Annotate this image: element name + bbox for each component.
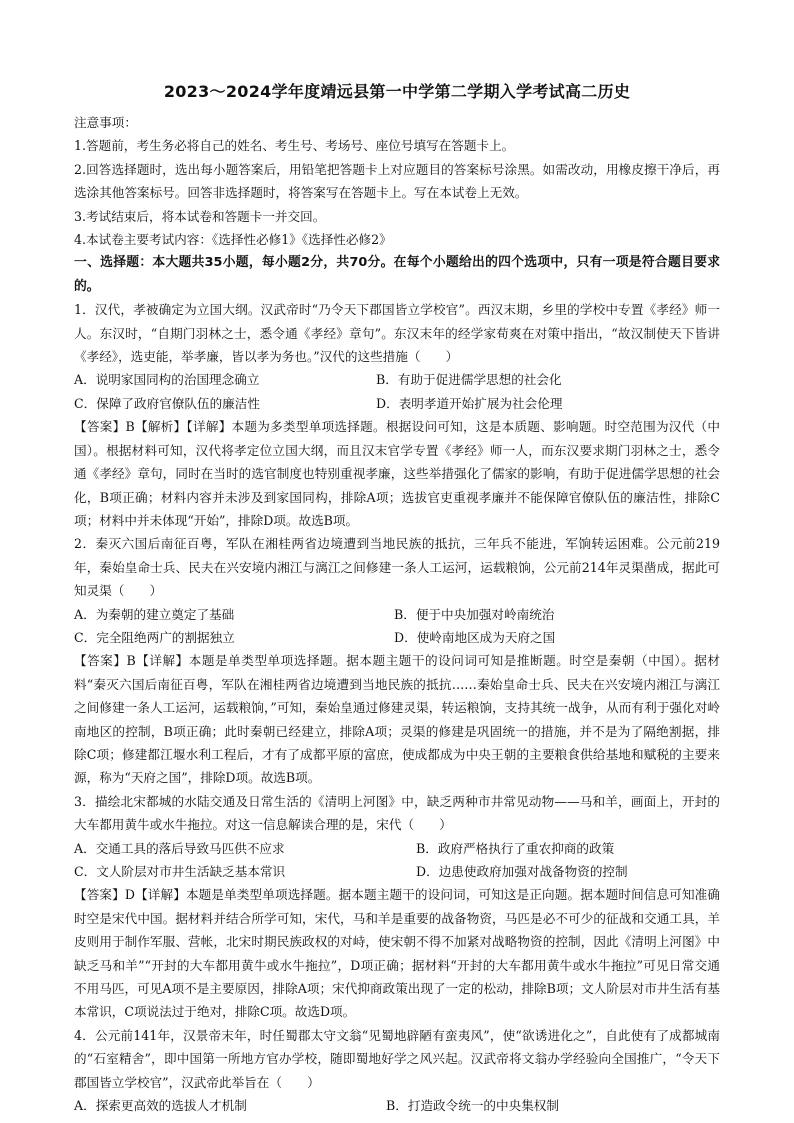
question-2-stem: 2．秦灭六国后南征百粤，军队在湘桂两省边境遭到当地民族的抵抗，三年兵不能进，军饷转运困难。公元前219年，秦始皇命士兵、民夫在兴安境内湘江与漓江之间修建一条人工运河，运载粮饷，公元前214年灵渠凿成，据此可知灵渠（ ）: [74, 536, 720, 599]
notes-header: 注意事项：: [74, 115, 137, 130]
question-4-options: [74, 1094, 720, 1117]
note-item-4: 4.本试卷主要考试内容：《选择性必修1》《选择性必修2》: [74, 232, 392, 248]
question-2-options: [74, 603, 720, 650]
option-a: A．说明家国同构的治国理念确立: [74, 372, 260, 388]
question-3-options: [74, 837, 720, 884]
option-c: C．完全阻绝两广的割据独立: [74, 629, 235, 645]
option-d: D．边患使政府加强对战备物资的控制: [416, 864, 628, 879]
note-item-1: 1.答题前，考生务必将自己的姓名、考生号、考场号、座位号填写在答题卡上。: [74, 138, 515, 154]
question-1-options: [74, 368, 720, 415]
option-a: A．为秦朝的建立奠定了基础: [74, 606, 235, 622]
option-b: B．便于中央加强对岭南统治: [394, 606, 555, 622]
question-3-stem: 3．描绘北宋都城的水陆交通及日常生活的《清明上河图》中，缺乏两种市井常见动物——马和羊，画面上，开封的大车都用黄牛或水牛拖拉。对这一信息解读合理的是，宋代（ ）: [74, 793, 720, 833]
option-c: C．文人阶层对市井生活缺乏基本常识: [74, 864, 286, 879]
question-3-answer: 【答案】D【详解】本题是单类型单项选择题。据本题主题干的设问词，可知这是正向题。据本题时间信息可知准确时空是宋代中国。据材料并结合所学可知，宋代，马和羊是重要的战备物资，马匹是必不可少的征战和交通工具，羊皮则用于制作军服、营帐，北宋时期民族政权的对峙，使宋朝不得不加紧对战略物资的控制，因此《清明上河图》中缺乏马和羊”“开封的大车都用黄牛或水牛拖拉”，D项正确；据材料“开封的大车都用黄牛或水牛拖拉”可见日常交通不用马匹，可见A项不是主要原因，排除A项；宋代抑商政策出现了一定的松动，排除B项；文人阶层对市井生活有基本常识，C项说法过于绝对，排除C项。故选D项。: [74, 887, 720, 1020]
note-item-2: 2.回答选择题时，选出每小题答案后，用铅笔把答题卡上对应题目的答案标号涂黑。如需改动，用橡皮擦干净后，再选涂其他答案标号。回答非选择题时，将答案写在答题卡上。写在本试卷上无效。: [74, 161, 720, 201]
option-b: B．有助于促进儒学思想的社会化: [376, 372, 562, 388]
question-4-stem: 4．公元前141年，汉景帝末年，时任蜀郡太守文翁“见蜀地辟陋有蛮夷风”，使“欲诱进化之”，自此使有了成都城南的“石室精舍”，即中国第一所地方官办学校，随即蜀地好学之风兴起。汉武帝将文翁办学经验向全国推广，“令天下郡国皆立学校官”，汉武帝此举旨在（ ）: [74, 1027, 720, 1090]
option-c: C．保障了政府官僚队伍的廉洁性: [74, 395, 260, 411]
section-heading: 一、选择题：本大题共35小题，每小题2分，共70分。在每个小题给出的四个选项中，只有一项是符合题目要求的。: [74, 255, 720, 294]
question-1-stem: 1．汉代，孝被确定为立国大纲。汉武帝时“乃令天下郡国皆立学校官”。西汉末期，乡里的学校中专置《孝经》师一人。东汉时，“自期门羽林之士，悉令通《孝经》章句”。东汉末年的经学家荀爽在对策中指出，“故汉制使天下皆讲《孝经》，选吏能，举孝廉，皆以孝为务也。”汉代的这些措施（ ）: [74, 302, 720, 365]
option-a: A．探索更高效的选拔人才机制: [74, 1098, 247, 1114]
option-d: D．表明孝道开始扩展为社会伦理: [376, 395, 563, 411]
option-a: A．交通工具的落后导致马匹供不应求: [74, 840, 285, 856]
option-b: B．打造政令统一的中央集权制: [386, 1098, 559, 1114]
question-2-answer: 【答案】B【详解】本题是单类型单项选择题。据本题主题干的设问词可知是推断题。时空是秦朝（中国）。据材料“秦灭六国后南征百粤，军队在湘桂两省边境遭到当地民族的抵抗……秦始皇命士兵、民夫在兴安境内湘江与漓江之间修建一条人工运河，运载粮饷，”可知，秦始皇通过修建灵渠，转运粮饷，支持其统一战争，从而有利于强化对岭南地区的控制，B项正确；此时秦朝已经建立，排除A项；灵渠的修建是巩固统一的措施，并不是为了隔绝割据，排除C项；修建都江堰水利工程后，才有了成都平原的富庶，使成都成为中央王朝的主要粮食供给基地和赋税的主要来源，称为“天府之国”，排除D项。故选B项。: [74, 653, 720, 786]
note-item-3: 3.考试结束后，将本试卷和答题卡一并交回。: [74, 208, 326, 224]
question-1-answer: 【答案】B【解析】【详解】本题为多类型单项选择题。根据设问可知，这是本质题、影响题。时空范围为汉代（中国）。根据材料可知，汉代将孝定位立国大纲，而且汉末官学专置《孝经》师一人，而东汉要求期门羽林之士，悉令通《孝经》章句，同时在当时的选官制度也特别重视孝廉，这些举措强化了儒家的影响，有助于促进儒学思想的社会化，B项正确；材料内容并未涉及到家国同构，排除A项；选拔官吏重视孝廉并不能保障官僚队伍的廉洁性，排除C项；材料中并未体现“开始”，排除D项。故选B项。: [74, 419, 720, 528]
page-title: 2023～2024学年度靖远县第一中学第二学期入学考试高二历史: [163, 82, 631, 101]
option-b: B．政府严格执行了重农抑商的政策: [416, 840, 615, 856]
option-d: D．使岭南地区成为天府之国: [394, 629, 556, 645]
